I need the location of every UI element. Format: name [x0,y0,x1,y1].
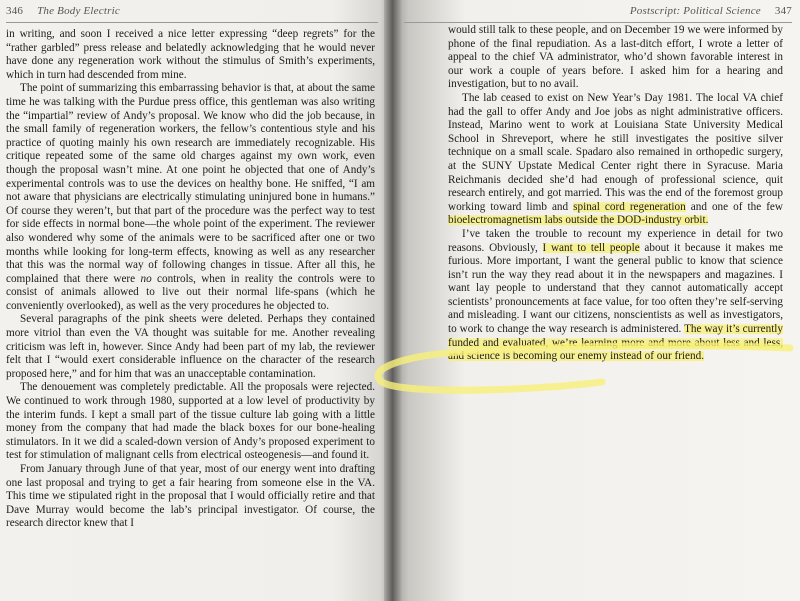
highlight-dod-orbit: bioelectromagnetism labs outside the DOD-industry orbit. [448,214,709,227]
book-gutter-shadow [384,0,402,601]
right-paragraph-2-text: The lab ceased to exist on New Year’s Day 1981. The local VA chief had the gall to offer Andy and Joe jobs as night administrative officers. Instead, Marino went to work at Louisiana State University Medical School in Shreveport, where he still investigates the positive silver technique on a small scale. Spadaro also remained in orthopedic surgery, at the SUNY Upstate Medical Center right there in Syracuse. Maria Reichmanis decided she’d had enough of professional science, quit research entirely, and got married. This was the end of the foremost group working toward limb and [448,91,783,213]
right-page-number: 347 [774,5,792,17]
left-book-title: The Body Electric [37,5,120,17]
left-page-number: 346 [6,5,24,17]
right-paragraph-2 [448,92,783,228]
right-paragraph-3 [448,228,783,364]
left-running-head [6,5,378,17]
left-paragraph-2-emphasis: no [140,272,152,285]
right-page [392,0,800,601]
left-paragraph-2 [6,82,375,313]
left-header-rule [6,22,378,23]
highlight-tell-people: I want to tell people [542,241,640,254]
right-paragraph-3-text: I’ve taken the trouble to recount my experience in detail for two reasons. Obviously, [448,227,783,254]
left-paragraph-2-part-b: controls, when in reality the controls were to consist of animals allowed to live out their normal life-spans (which he conveniently overlooked), as well as the very procedures he objected to. [6,272,376,312]
left-page [0,0,392,601]
right-running-head [404,5,792,17]
left-paragraph-2-part-a: The point of summarizing this embarrassing behavior is that, at about the same time he was talking with the Purdue press office, this gentleman was also writing the “impartial” review of Andy’s proposal. We know who did the job because, in the small family of regeneration workers, the fellow’s contentious style and his practice of quoting mainly his own research are immediately recognizable. His critique repeated some of the same old charges against my own work, even though the proposal wasn’t mine. At one point he objected that one of Andy’s experimental controls was to use the devices on healthy bone. He sniffed, “I am not aware that physicians are electrically stimulating uninjured bone in humans.” Of course they weren’t, but that part of the procedure was the perfect way to test for side effects in normal bone—the whole point of the experiment. The reviewer also wondered why some of the animals were to be sacrificed after one or two months while looking for long-term effects, knowing as well as any researcher that this was the normal way of following changes in tissue. After all this, he complained that there were [6,82,375,285]
right-page-body [448,24,783,364]
left-paragraph-4: The denouement was completely predictable. All the proposals were rejected. We continued to work through 1980, supported at a low level of productivity by the interim funds. I kept a small part of the tissue culture lab going with a little money from the company that had made the black boxes for our bone-healing stimulators. In it we did a scaled-down version of Andy’s proposed experiment to test for stimulation of malignant cells from electrical osteogenesis—and found it. [6,381,375,462]
right-paragraph-3-mid: about it because it makes me furious. More important, I want the general public to know that science isn’t run the way they read about it in the newspapers and magazines. I want lay people to understand that they cannot automatically accept scientists’ pronouncements at face value, for too often they’re self-serving and misleading. I want our citizens, nonscientists as well as investigators, to work to change the way research is administered. [448,241,783,336]
right-header-rule [404,22,792,23]
right-chapter-title: Postscript: Political Science [629,5,761,17]
highlight-spinal-cord: spinal cord regeneration [573,200,686,213]
right-paragraph-1: would still talk to these people, and on December 19 we were informed by phone of the final repudiation. As a last-ditch effort, I wrote a letter of appeal to the chief VA administrator, who’d shown favorable interest in our work a couple of years before. I asked him for a hearing and investigation, but to no avail. [448,24,783,91]
left-paragraph-5: From January through June of that year, most of our energy went into drafting one last proposal and trying to get a fair hearing from someone else in the VA. This time we stipulated right in the proposal that I would officially retire and that Dave Murray would become the lab’s principal investigator. Of course, the research director knew that I [6,463,375,530]
left-paragraph-3: Several paragraphs of the pink sheets were deleted. Perhaps they contained more vitriol than even the VA thought was suitable for me. Another revealing criticism was left in, however. Since Andy had been part of my lab, the reviewer felt that I “would exert considerable influence on the character of the research proposed here,” and for him that was an unacceptable contamination. [6,313,375,380]
left-page-body [6,28,375,531]
highlight-final-passage: The way it’s currently funded and evaluated, we’re learning more and more about less and less, and science is becoming our enemy instead of our friend. [448,323,784,363]
right-paragraph-2-mid: and one of the few [685,200,783,213]
left-paragraph-1: in writing, and soon I received a nice letter expressing “deep regrets” for the “rather garbled” press release and belatedly acknowledging that he would never have done any regeneration work without the stimulus of Smith’s experiments, which in turn had descended from mine. [6,28,375,81]
